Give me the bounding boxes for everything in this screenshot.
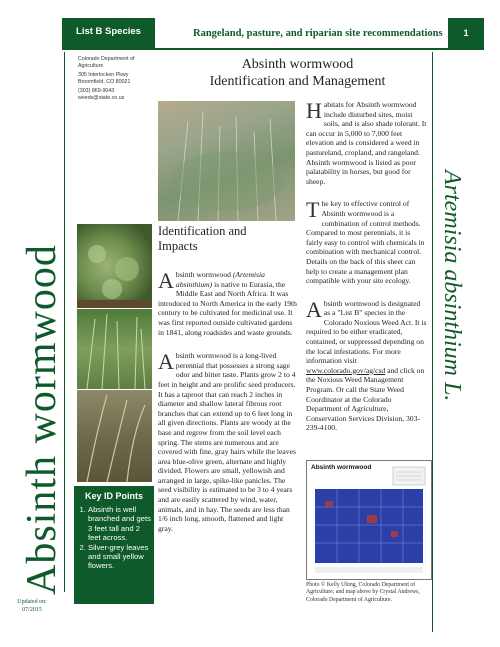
contact-org: Colorado Department of Agriculture [78, 56, 135, 69]
dropcap: A [306, 296, 322, 322]
page-number: 1 [463, 28, 469, 38]
header-rule [62, 48, 484, 50]
main-title-line-1: Absinth wormwood [241, 57, 354, 72]
plant-photo-1-art [77, 224, 152, 308]
plant-photo-main-art [158, 101, 295, 221]
column-2 [306, 100, 428, 433]
left-vertical-title: Absinth wormwood [19, 244, 65, 595]
updated-text: Updated on: 07/2015 [17, 599, 47, 613]
key-id-item: 2. Silver-grey leaves and small yellow flowers. [88, 543, 154, 571]
key-id-item: 1. Absinth is well branched and gets 3 feet tall and 2 feet across. [88, 505, 154, 543]
key-id-list [74, 505, 154, 571]
right-title-rule [432, 52, 433, 632]
paragraph-habitat: Habitats for Absinth wormwood include disturbed sites, moist soils, and is also shade tolerant. It can occur in 5,000 to 7,000 feet elevation and is considered a weed in pastureland, cropland, and rangeland. Absinth wormwood is listed as poor palatability in horses, but good for sheep. [306, 98, 427, 186]
page-number-box [448, 18, 484, 48]
column-1 [158, 270, 298, 533]
paragraph-description: Absinth wormwood is a long-lived perennial that possesses a strong sage odor and bitter taste. Plants grow 2 to 4 feet in height and are prolific seed producers. It has a taproot that can reach 2 inches in diameter and shallow lateral fibrous root branches that can extend up to 6 feet long in all given directions. Plants are woody at the base and regrow from the soil level each spring. The stems are numerous and are covered with fine, gray hairs while the leaves area blue-olive green, alternate and highly divided. Flowers are small, yellowish and arranged in large, spike-like panicles. The seed visibility is estimated to be 3 to 4 years and are easily scattered by wind, water, animals, and in hay. The seeds are less than 1/6 inch long, smooth, flattened and light gray. [158, 349, 296, 533]
plant-photo-1 [77, 224, 152, 308]
contact-address-1: 305 Interlocken Pkwy [78, 72, 129, 79]
map-title: Absinth wormwood [311, 464, 372, 471]
section-heading-line-1: Identification and [158, 224, 247, 238]
key-id-box [74, 486, 154, 604]
dropcap: T [306, 197, 320, 223]
main-title-line-2: Identification and Management [209, 74, 386, 89]
plant-photo-2 [77, 309, 152, 389]
colorado-link[interactable]: www.colorado.gov/ag/csd [306, 365, 386, 375]
distribution-map [306, 460, 432, 580]
header-title: Rangeland, pasture, and riparian site recommendations [193, 28, 443, 39]
contact-web[interactable]: weeds@state.co.us [78, 94, 125, 101]
main-title [165, 56, 430, 90]
dropcap: A [158, 349, 174, 375]
contact-phone: (303) 869-9043 [78, 88, 115, 95]
contact-block [78, 56, 156, 102]
contact-address-2: Broomfield, CO 80021 [78, 78, 131, 85]
paragraph-origin: Absinth wormwood (Artemisia absinthium) is native to Eurasia, the Middle East and North Africa. It was introduced to North America in the early 19th century to be cultivated for medicinal use. It was first reported outside cultivated gardens in 1841, along roadsides and waste grounds. [158, 268, 297, 337]
plant-photo-2-art [77, 309, 152, 389]
plant-photo-main [158, 101, 295, 221]
right-vertical-title: Artemisia absinthium L. [439, 170, 465, 402]
paragraph-designation: Absinth wormwood is designated as a "List B" species in the Colorado Noxious Weed Act. It is required to be either eradicated, contained, or suppressed depending on the local infestations. For more information visit www.colorado.gov/ag/csd and click on the Noxious Weed Management Program. Or call the State Weed Coordinator at the Colorado Department of Agriculture, Conservation Services Division, 303-239-4100. [306, 296, 427, 433]
map-graphic [307, 461, 431, 579]
plant-photo-3 [77, 390, 152, 482]
dropcap: A [158, 268, 174, 293]
dropcap: H [306, 98, 322, 123]
updated-date [10, 598, 54, 614]
paragraph-control: The key to effective control of Absinth wormwood is a combination of control methods. Compared to most perennials, it is fairly easy to control with chemicals in combination with mechanical control. Details on the back of this sheet can help to create a management plan compatible with your site ecology. [306, 197, 425, 286]
plant-photo-3-art [77, 390, 152, 482]
header-tab [62, 18, 155, 48]
map-caption: Photo © Kelly Uhing, Colorado Department of Agriculture; and map above by Crystal Andrews, Colorado Department of Agriculture. [306, 582, 420, 603]
section-heading [158, 224, 247, 254]
key-id-heading: Key ID Points [84, 491, 143, 501]
header-tab-label: List B Species [76, 26, 141, 37]
section-heading-line-2: Impacts [158, 239, 198, 253]
